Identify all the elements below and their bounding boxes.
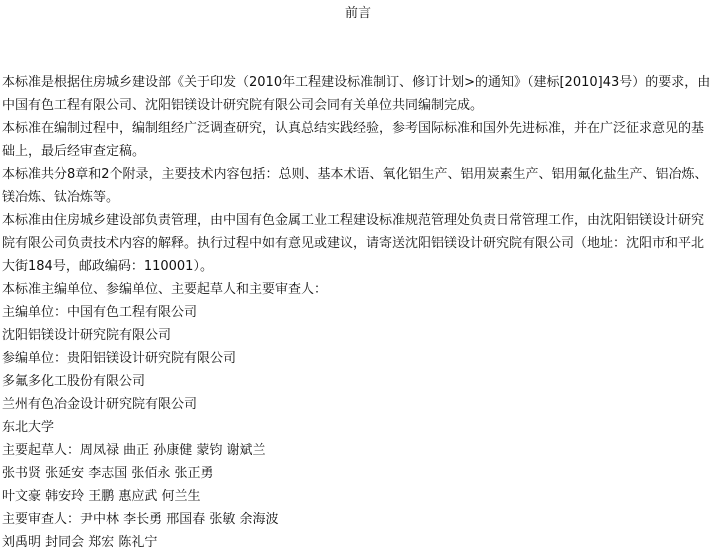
drafters-line-2: 张书贤 张延安 李志国 张佰永 张正勇 xyxy=(2,466,214,481)
drafters-line-3: 叶文豪 韩安玲 王鹏 惠应武 何兰生 xyxy=(2,489,201,504)
title-spacer xyxy=(2,28,714,71)
participating-unit-line-3: 兰州有色冶金设计研究院有限公司 xyxy=(2,397,198,412)
reviewers-line: 主要审查人：尹中林 李长勇 邢国春 张敏 余海波 xyxy=(2,512,279,527)
chief-unit-line: 主编单位：中国有色工程有限公司 xyxy=(2,305,198,320)
page-title: 前言 xyxy=(344,6,371,21)
participating-unit-line-4: 东北大学 xyxy=(2,420,55,435)
paragraph-management: 本标准由住房城乡建设部负责管理，由中国有色金属工业工程建设标准规范管理处负责日常管理工作，由沈阳铝镁设计研究院有限公司负责技术内容的解释。执行过程中如有意见或建议，请寄送沈阳铝镁设计研究院有限公司（地址：沈阳市和平北大街184号，邮政编码：110001）。 xyxy=(2,213,705,274)
drafters-line: 主要起草人：周凤禄 曲正 孙康健 蒙钧 谢斌兰 xyxy=(2,443,266,458)
chief-unit-line-2: 沈阳铝镁设计研究院有限公司 xyxy=(2,328,172,343)
document-body xyxy=(2,71,714,554)
paragraph-process: 本标准在编制过程中，编制组经广泛调查研究，认真总结实践经验，参考国际标准和国外先进标准，并在广泛征求意见的基础上，最后经审查定稿。 xyxy=(2,121,705,159)
participating-unit-line: 参编单位：贵阳铝镁设计研究院有限公司 xyxy=(2,351,237,366)
reviewers-line-2: 刘禹明 封同会 郑宏 陈礼宁 xyxy=(2,535,158,550)
paragraph-basis: 本标准是根据住房城乡建设部《关于印发（2010年工程建设标准制订、修订计划>的通知》（建标[2010]43号）的要求，由中国有色工程有限公司、沈阳铝镁设计研究院有限公司会同有关单位共同编制完成。 xyxy=(2,75,711,113)
list-intro: 本标准主编单位、参编单位、主要起草人和主要审查人： xyxy=(2,282,328,297)
paragraph-contents: 本标准共分8章和2个附录，主要技术内容包括：总则、基本术语、氧化铝生产、铝用炭素生产、铝用氟化盐生产、铝冶炼、镁冶炼、钛冶炼等。 xyxy=(2,167,708,205)
participating-unit-line-2: 多氟多化工股份有限公司 xyxy=(2,374,146,389)
